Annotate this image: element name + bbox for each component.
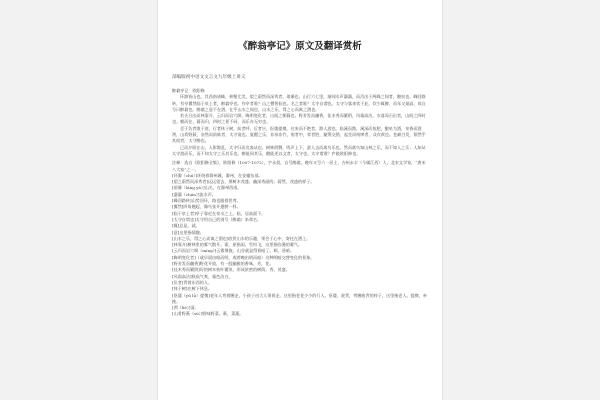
original-paragraph: 若夫日出而林霏开，云归而岩穴暝，晦明变化者，山间之朝暮也。野芳发而幽香，佳木秀而繁阴，风霜高洁，水落而石出者，山间之四时也。朝而往，暮而归，四时之景不同，而乐亦无穷也。 — [172, 113, 426, 125]
note-item: [意]这里指情趣。 — [172, 229, 204, 235]
note-item: [太守自谓也]太守用自己的别号（醉翁）来命名。 — [172, 216, 262, 222]
original-paragraph: 至于负者歌于途，行者休于树，前者呼，后者应，伛偻提携，往来而不绝者，滁人游也。临溪而渔，溪深而鱼肥，酿泉为酒，泉香而酒洌，山肴野蔌，杂然而前陈者，太守宴也。宴酣之乐，非丝非竹，射者中，弈者胜，觥筹交错，起坐而喧哗者，众宾欢也。苍颜白发，颓然乎其间者，太守醉也。 — [172, 125, 426, 144]
note-item: [晦明变化者]（或早晨由暗而明，或傍晚由明而暗）这种明暗交替变化的景象。 — [172, 254, 315, 260]
note-item: [林霏开]树林里的雾气散开。霏，原指雨、雪纷飞，这里指弥漫的雾气。 — [172, 242, 303, 248]
note-item: [野芳发而幽香]野花开放，有一股幽雅的香味。芳，花。 — [172, 261, 274, 267]
document-body — [172, 88, 428, 318]
note-item: [云归而岩穴暝（míng）]云雾聚拢，山谷就显得昏暗了。暝，昏暗。 — [172, 248, 295, 254]
note-item: [翼然]四角翘起，像鸟张开翅膀一样。 — [172, 204, 241, 210]
note-item: [峰回路转]山势回环，路也跟着拐弯。 — [172, 198, 241, 204]
note-item: [洌（liè）]清。 — [172, 305, 199, 311]
note-item: [休于树]在树下休息。 — [172, 286, 213, 292]
note-item: [负者]背着东西的人。 — [172, 279, 213, 285]
document-title: 《醉翁亭记》原文及翻译赏析 — [238, 41, 362, 52]
document-page — [158, 0, 442, 400]
notes-label: 注释： — [172, 160, 185, 166]
document-subtitle: 部编版初中语文文言文九年级上讲义 — [172, 75, 246, 80]
note-item: [琅琊（láng yá）]山名，在滁州西南。 — [172, 185, 242, 191]
note-item: [风霜高洁]秋高气爽，霜色洁白。 — [172, 273, 233, 279]
notes-header — [172, 160, 428, 173]
note-item: [望之蔚然而深秀者]远远望去，那树木茂盛、幽深秀丽的。蔚然，茂盛的样子。 — [172, 179, 315, 185]
original-header: 醉翁亭记 欧阳修 — [172, 88, 205, 93]
note-item: [山肴野蔌（sù）]野味野菜。蔌，菜蔬。 — [172, 311, 244, 317]
note-item: [潺潺（chán）]流水声。 — [172, 191, 216, 197]
note-item: [山水之乐，得之心而寓之酒也]欣赏山水的乐趣，领会于心中，寄托在酒上。 — [172, 235, 311, 241]
original-paragraph: 环滁皆山也。其西南诸峰，林壑尤美，望之蔚然而深秀者，琅琊也。山行六七里，渐闻水声潺潺，而泻出于两峰之间者，酿泉也。峰回路转，有亭翼然临于泉上者，醉翁亭也。作亭者谁？山之僧智仙也。名之者谁？太守自谓也。太守与客来饮于此，饮少辄醉，而年又最高，故自号曰醉翁也。醉翁之意不在酒，在乎山水之间也。山水之乐，得之心而寓之酒也。 — [172, 94, 426, 112]
note-item: [环滁（chú）]环绕着滁州城。滁州，在安徽东部。 — [172, 172, 263, 178]
note-item: [临于泉上者]亭子靠近在泉水之上。临，居高面下。 — [172, 210, 266, 216]
note-item: 选自《欧阳修全集》。欧阳修（1007-1072），字永叔，自号醉翁，晚年又号六一居士，吉州永丰（今属江西）人，北宋文学家，“唐宋八大家”之一。 — [172, 160, 426, 172]
note-item: [佳木秀而繁阴]好的树木枝叶繁茂，形成浓密的树荫。秀，茂盛。 — [172, 267, 290, 273]
note-item: [辄]总是，就。 — [172, 223, 200, 229]
original-paragraph: 已而夕阳在山，人影散乱，太守归而宾客从也。树林阴翳，鸣声上下，游人去而禽鸟乐也。然而禽鸟知山林之乐，而不知人之乐；人知从太守游而乐，而不知太守之乐其乐也。醉能同其乐，醒能述以文者，太守也。太守谓谁？庐陵欧阳修也。 — [172, 144, 426, 156]
note-item: [伛偻（yǔ lǚ）提携]老年人弯着腰走，小孩子由大人领着走。这里指老老少少的行人。伛偻，驼背，弯腰曲背的样子，这里指老人。提携，牵挽。 — [172, 292, 427, 304]
